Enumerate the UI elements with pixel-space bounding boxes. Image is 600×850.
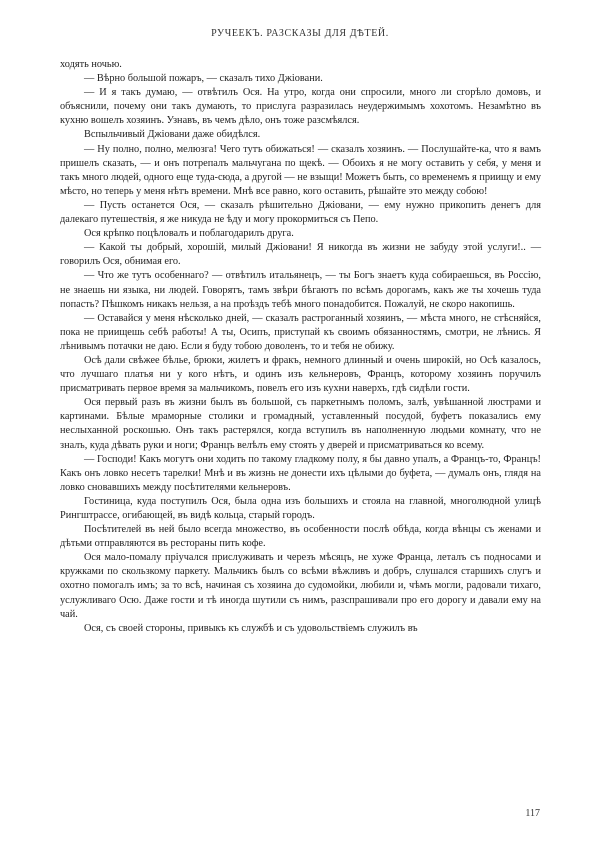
paragraph-14: Гостиница, куда поступилъ Ося, была одна изъ большихъ и стояла на главной, многолюдной улицѣ Рингштрассе, огибающей, въ видѣ кольца, старый городъ. [60, 495, 541, 521]
paragraph-4: Вспыльчивый Джіовани даже обидѣлся. [84, 129, 261, 141]
paragraph-13: — Господи! Какъ могутъ они ходить по такому гладкому полу, я бы давно упалъ, а Францъ-то, Францъ! Какъ онъ ловко несетъ тарелки! Мнѣ и въ жизнь не донести ихъ цѣлыми до буфета, — думалъ онъ, глядя на ловко сновавшихъ между посѣтителями кельнеровъ. [60, 453, 541, 493]
body-text [60, 58, 541, 636]
paragraph-3: — И я такъ думаю, — отвѣтилъ Ося. На утро, когда они спросили, много ли сгорѣло домовъ, и объяснили, почему они такъ думають, то прислуга разразилась неудержимымъ хохотомъ. Незамѣтно въ кухню вошелъ хозяинъ. Узнавъ, въ чемъ дѣло, онъ тоже разсмѣялся. [60, 87, 541, 127]
page-number: 117 [525, 808, 540, 819]
paragraph-11: Осѣ дали свѣжее бѣлье, брюки, жилетъ и фракъ, немного длинный и очень широкій, но Осѣ казалось, что лучшаго платья ни у кого нѣтъ, и одинъ изъ кельнеровъ, Францъ, которому хозяинъ поручилъ присматривать первое время за мальчикомъ, повелъ его изъ кухни наверхъ, гдѣ сидѣли гости. [60, 354, 541, 395]
paragraph-9: — Что же тутъ особеннаго? — отвѣтилъ итальянецъ, — ты Богъ знаетъ куда собираешься, въ Россію, не знаешь ни языка, ни людей. Говорятъ, тамъ звѣри бѣгаютъ по всѣмъ дорогамъ, какъ же ты хочешь туда попасть? Пѣшкомъ никакъ нельзя, а на проѣздъ тебѣ много понадобится. Пожалуй, не скоро накопишь. [60, 270, 541, 310]
paragraph-8: — Какой ты добрый, хорошій, милый Джіовани! Я никогда въ жизни не забуду этой услуги!.. — говорилъ Ося, обнимая его. [60, 242, 541, 268]
paragraph-2: — Вѣрно большой пожаръ, — сказалъ тихо Джіовани. [84, 73, 323, 85]
paragraph-15: Посѣтителей въ ней было всегда множество, въ особенности послѣ обѣда, когда вѣнцы съ женами и дѣтьми отправляются въ рестораны пить кофе. [60, 524, 541, 550]
paragraph-16: Ося мало-помалу пріучался прислуживать и черезъ мѣсяцъ, не хуже Франца, леталъ съ подносами и кружками по скользкому паркету. Мальчикъ былъ со всѣми вѣжливъ и добръ, слушался старшихъ слугъ и охотно помогалъ имъ; за то всѣ, начиная съ хозяина до судомойки, любили и, чѣмъ могли, радовали тихаго, услужливаго Осю. Даже гости и тѣ иногда шутили съ нимъ, разспрашивали про его дорогу и давали ему на чай. [60, 552, 541, 620]
paragraph-1: ходять ночью. [60, 59, 122, 70]
paragraph-12: Ося первый разъ въ жизни былъ въ большой, съ паркетнымъ поломъ, залѣ, увѣшанной люстрами и картинами. Бѣлые мраморные столики и громадный, уставленный посудой, буфетъ показались ему неслыханной роскошью. Онъ такъ растерялся, когда вступилъ въ наполненную людьми комнату, что не зналъ, куда дѣвать руки и ноги; Францъ велѣлъ ему стоять у дверей и присматриваться ко всему. [60, 397, 541, 451]
paragraph-6: — Пусть останется Ося, — сказалъ рѣшительно Джіовани, — ему нужно прикопить денегъ для далекаго путешествія, я же никуда не ѣду и могу прокормиться съ Пепо. [60, 199, 541, 226]
paragraph-7: Ося крѣпко поцѣловалъ и поблагодарилъ друга. [84, 228, 294, 240]
paragraph-10: — Оставайся у меня нѣсколько дней, — сказалъ растроганный хозяинъ, — мѣста много, не стѣсняйся, пока не приищешь себѣ работы! А ты, Осипъ, приступай къ своимъ обязанностямъ, смотри, не лѣнись. Я лѣнивымъ потачки не даю. Если я буду тобою доволенъ, то и тебя не обижу. [60, 312, 541, 352]
running-title: РУЧЕЕКЪ. РАЗСКАЗЫ ДЛЯ ДѢТЕЙ. [211, 28, 389, 39]
paragraph-17: Ося, съ своей стороны, привыкъ къ службѣ и съ удовольствіемъ служилъ въ [84, 622, 418, 634]
paragraph-5: — Ну полно, полно, мелюзга! Чего тутъ обижаться! — сказалъ хозяинъ. — Послушайте-ка, что я вамъ пришелъ сказать, — и онъ потрепалъ мальчугана по щекѣ. — Обоихъ я не могу оставить у себя, у меня и такъ много людей, одного еще туда-сюда, а другой — не взыщи! Можетъ быть, со временемъ я приищу и ему мѣсто, но теперь у меня нѣтъ времени. Мнѣ все равно, кого оставить, рѣшайте это между собою! [60, 143, 541, 197]
